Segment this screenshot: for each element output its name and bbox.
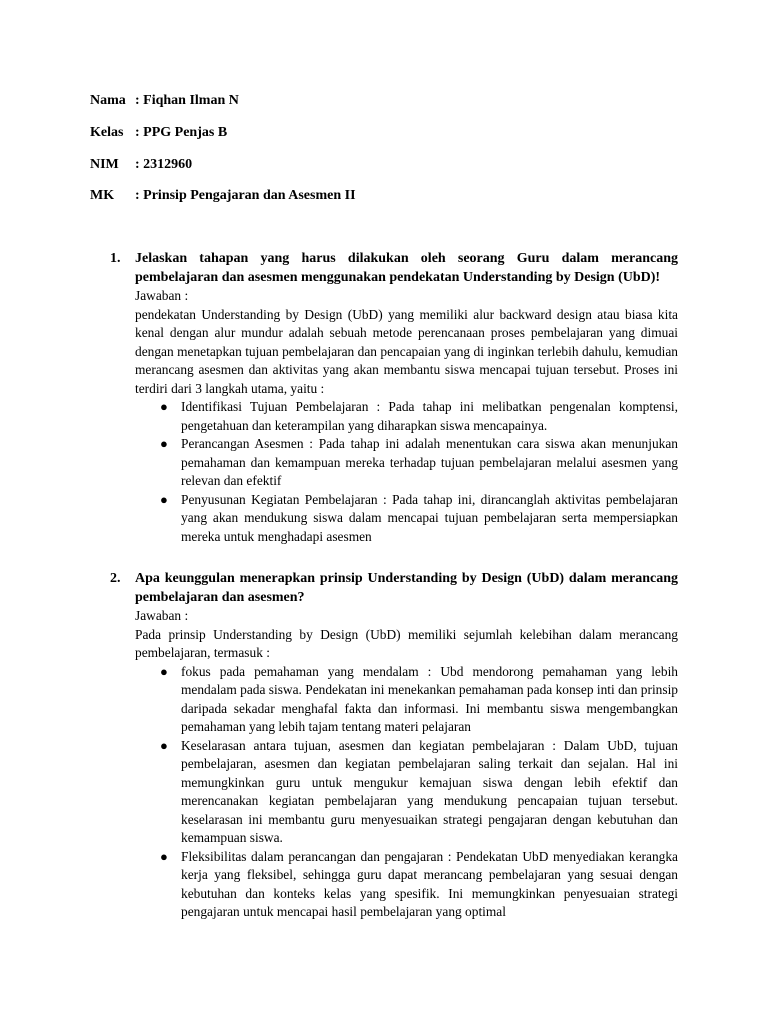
header-value: : Fiqhan Ilman N <box>135 93 239 108</box>
question-number: 2. <box>110 571 121 586</box>
answer-bullet-list <box>135 398 678 546</box>
answer-text: pendekatan Understanding by Design (UbD) yang memiliki alur backward design atau biasa kita kenal dengan alur mundur adalah sebuah metode perencanaan proses pembelajaran yang dimuai dengan menetapkan tujuan pembelajaran dan pencapaian yang di inginkan terlebih dahulu, kemudian merancang asesmen dan aktivitas yang akan membantu siswa mencapai tujuan tersebut. Proses ini terdiri dari 3 langkah utama, yaitu : <box>135 306 678 396</box>
question-body <box>135 570 678 922</box>
bullet-icon: ● <box>160 737 168 753</box>
list-item-text: Penyusunan Kegiatan Pembelajaran : Pada tahap ini, dirancanglah aktivitas pembelajaran yang akan mendukung siswa dalam mencapai tujuan pembelajaran serta mempersiapkan mereka untuk menghadapi asesmen <box>181 491 678 544</box>
question-number: 1. <box>110 251 121 266</box>
bullet-icon: ● <box>160 663 168 679</box>
list-item-text: Identifikasi Tujuan Pembelajaran : Pada tahap ini melibatkan pengenalan komptensi, pengetahuan dan keterampilan yang diharapkan siswa mencapainya. <box>181 399 678 433</box>
header-row-mk <box>90 187 356 205</box>
header-label: NIM <box>90 157 119 172</box>
question-title: Jelaskan tahapan yang harus dilakukan oleh seorang Guru dalam merancang pembelajaran dan asesmen menggunakan pendekatan Understanding by Design (UbD)! <box>135 251 678 285</box>
bullet-icon: ● <box>160 436 168 451</box>
list-item-text: Fleksibilitas dalam perancangan dan pengajaran : Pendekatan UbD menyediakan kerangka kerja yang fleksibel, sehingga guru dapat merancang pembelajaran yang sesuai dengan kebutuhan dan konteks kelas yang spesifik. Ini memungkinkan penyesuaian strategi pengajaran untuk mencapai hasil pembelajaran yang optimal <box>181 848 678 919</box>
header-value: : 2312960 <box>135 157 193 172</box>
list-item <box>135 398 678 435</box>
bullet-icon: ● <box>160 848 168 864</box>
answer-bullet-list <box>135 663 678 922</box>
header-row-nim <box>90 156 192 174</box>
bullet-icon: ● <box>160 491 168 507</box>
list-item <box>135 491 678 547</box>
header-label: Nama <box>90 93 126 108</box>
list-item <box>135 663 678 737</box>
header-row-kelas <box>90 124 227 142</box>
list-item-text: Perancangan Asesmen : Pada tahap ini adalah menentukan cara siswa akan menunjukan pemahaman dan kemampuan mereka terhadap tujuan pembelajaran melalui asesmen yang relevan dan efektif <box>181 436 678 488</box>
list-item <box>135 848 678 922</box>
question-1 <box>110 250 678 546</box>
list-item-text: fokus pada pemahaman yang mendalam : Ubd mendorong pemahaman yang lebih mendalam pada siswa. Pendekatan ini menekankan pemahaman pada konsep inti dan prinsip daripada sekadar menghafal fakta dan informasi. Ini membantu siswa mengembangkan pemahaman yang lebih tajam tentang materi pelajaran <box>181 663 678 734</box>
answer-label: Jawaban : <box>135 608 189 623</box>
answer-label: Jawaban : <box>135 288 189 303</box>
question-body <box>135 250 678 546</box>
list-item <box>135 737 678 848</box>
header-value: : Prinsip Pengajaran dan Asesmen II <box>135 188 356 203</box>
answer-text: Pada prinsip Understanding by Design (UbD) memiliki sejumlah kelebihan dalam merancang pembelajaran, termasuk : <box>135 626 678 660</box>
header-label: Kelas <box>90 125 124 140</box>
header-label: MK <box>90 188 115 203</box>
list-item <box>135 435 678 491</box>
bullet-icon: ● <box>160 399 168 414</box>
question-title: Apa keunggulan menerapkan prinsip Understanding by Design (UbD) dalam merancang pembelajaran dan asesmen? <box>135 571 678 605</box>
question-2 <box>110 570 678 922</box>
list-item-text: Keselarasan antara tujuan, asesmen dan kegiatan pembelajaran : Dalam UbD, tujuan pembelajaran, asesmen dan kegiatan pembelajaran saling terkait dan sejalan. Hal ini memungkinkan guru untuk mengukur kemajuan siswa dengan lebih efektif dan merencanakan kegiatan pembelajaran yang mendukung pencapaian tujuan tersebut. keselarasan ini membantu guru menyesuaikan strategi pengajaran dengan kebutuhan dan kemampuan siswa. <box>181 737 678 845</box>
header-row-nama <box>90 92 239 110</box>
header-value: : PPG Penjas B <box>135 125 228 140</box>
